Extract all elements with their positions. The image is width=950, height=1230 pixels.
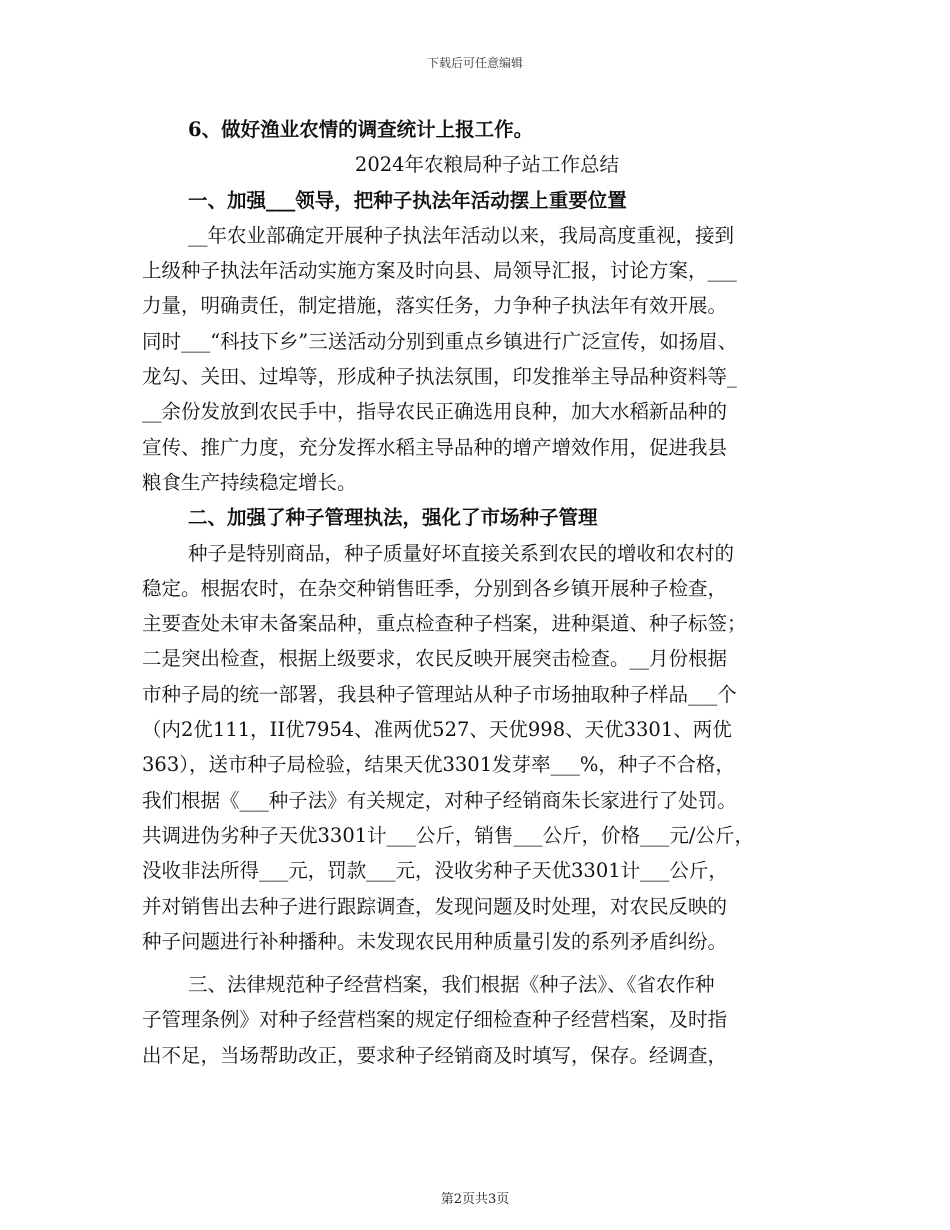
paragraph-line: 稳定。根据农时，在杂交种销售旺季，分别到各乡镇开展种子检查，: [142, 576, 728, 600]
page-header-note: 下载后可任意编辑: [426, 56, 523, 70]
paragraph-line: 363），送市种子局检验，结果天优3301发芽率___%，种子不合格，: [142, 753, 735, 777]
document-body: [142, 112, 812, 1073]
paragraph-line: 龙勾、关田、过埠等，形成种子执法氛围，印发推举主导品种资料等_: [142, 365, 737, 389]
paragraph-line: 宣传、推广力度，充分发挥水稻主导品种的增产增效作用，促进我县: [142, 435, 728, 459]
paragraph-line: （内2优111，II优7954、准两优527、天优998、天优3301、两优: [142, 718, 732, 742]
paragraph-line: __年农业部确定开展种子执法年活动以来，我局高度重视，接到: [188, 223, 735, 247]
paragraph-gap: [142, 959, 812, 967]
section-2-heading: 二、加强了种子管理执法，强化了市场种子管理: [188, 506, 598, 530]
paragraph-line: 种子问题进行补种播种。未发现农民用种质量引发的系列矛盾纠纷。: [142, 929, 728, 953]
paragraph-line: 没收非法所得___元，罚款___元，没收劣种子天优3301计___公斤，: [142, 859, 728, 883]
paragraph-line: 共调进伪劣种子天优3301计___公斤，销售___公斤，价格___元/公斤，: [142, 823, 754, 847]
paragraph-line: 并对销售出去种子进行跟踪调查，发现问题及时处理，对农民反映的: [142, 894, 728, 918]
item-6-line: 6、做好渔业农情的调查统计上报工作。: [188, 118, 534, 141]
paragraph-line: 粮食生产持续稳定增长。: [142, 470, 357, 494]
page-footer: 第2页共3页: [440, 1192, 510, 1207]
paragraph-line: 二是突出检查，根据上级要求，农民反映开展突击检查。__月份根据: [142, 647, 728, 671]
paragraph-line: 子管理条例》对种子经营档案的规定仔细检查种子经营档案，及时指: [142, 1008, 728, 1032]
paragraph-line: 同时___“科技下乡”三送活动分别到重点乡镇进行广泛宣传，如扬眉、: [142, 329, 738, 353]
paragraph-line: 我们根据《___种子法》有关规定，对种子经销商朱长家进行了处罚。: [142, 788, 737, 812]
section-1-heading: 一、加强___领导，把种子执法年活动摆上重要位置: [188, 188, 627, 212]
paragraph-line: __余份发放到农民手中，指导农民正确选用良种，加大水稻新品种的: [142, 400, 728, 424]
paragraph-line: 上级种子执法年活动实施方案及时向县、局领导汇报，讨论方案，___: [142, 259, 737, 283]
paragraph-line: 力量，明确责任，制定措施，落实任务，力争种子执法年有效开展。: [142, 294, 728, 318]
section-3-line: 三、法律规范种子经营档案，我们根据《种子法》、《省农作种: [188, 973, 715, 997]
paragraph-line: 出不足，当场帮助改正，要求种子经销商及时填写，保存。经调查，: [142, 1043, 728, 1067]
document-title: 2024年农粮局种子站工作总结: [354, 153, 620, 177]
paragraph-line: 主要查处未审未备案品种，重点检查种子档案，进种渠道、种子标签；: [142, 612, 747, 636]
paragraph-line: 市种子局的统一部署，我县种子管理站从种子市场抽取种子样品___个: [142, 682, 737, 706]
paragraph-line: 种子是特别商品，种子质量好坏直接关系到农民的增收和农村的: [188, 541, 735, 565]
